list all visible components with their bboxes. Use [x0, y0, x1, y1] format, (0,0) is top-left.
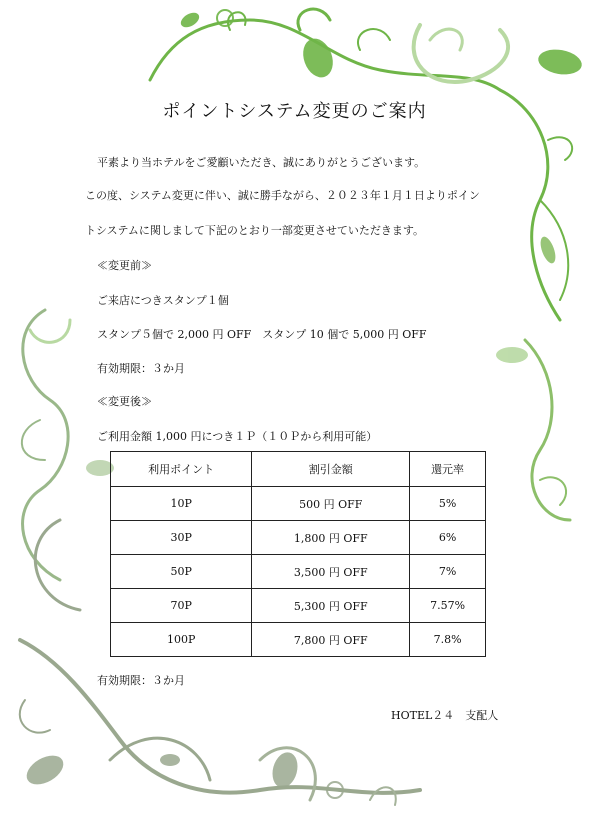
- rate-cell: 7.8%: [410, 623, 486, 657]
- before-discount-rule: スタンプ５個で 2,000 円 OFF スタンプ 10 個で 5,000 円 OFF: [97, 328, 427, 341]
- table-row: [111, 589, 486, 623]
- rate-cell: 6%: [410, 521, 486, 555]
- rate-cell: 5%: [410, 487, 486, 521]
- rate-cell: 7%: [410, 555, 486, 589]
- table-row: [111, 623, 486, 657]
- points-cell: 10P: [111, 487, 252, 521]
- discount-cell: 5,300 円 OFF: [252, 589, 410, 623]
- signature: HOTEL２４ 支配人: [391, 709, 499, 722]
- before-heading: ≪変更前≫: [97, 259, 152, 272]
- discount-cell: 7,800 円 OFF: [252, 623, 410, 657]
- header-points: 利用ポイント: [111, 452, 252, 487]
- points-cell: 50P: [111, 555, 252, 589]
- rate-cell: 7.57%: [410, 589, 486, 623]
- before-stamp-rule: ご来店につきスタンプ１個: [97, 294, 229, 307]
- notice-line-2: トシステムに関しまして下記のとおり一部変更させていただきます。: [85, 224, 425, 237]
- table-header-row: [111, 452, 486, 487]
- after-point-rule: ご利用金額 1,000 円につき１Ｐ（１０Ｐから利用可能）: [97, 430, 378, 443]
- table-row: [111, 487, 486, 521]
- points-cell: 70P: [111, 589, 252, 623]
- points-cell: 100P: [111, 623, 252, 657]
- header-discount: 割引金額: [252, 452, 410, 487]
- before-validity: 有効期限：３か月: [97, 362, 185, 375]
- discount-cell: 3,500 円 OFF: [252, 555, 410, 589]
- table-row: [111, 521, 486, 555]
- after-heading: ≪変更後≫: [97, 395, 152, 408]
- greeting-text: 平素より当ホテルをご愛顧いただき、誠にありがとうございます。: [97, 156, 426, 169]
- after-validity: 有効期限：３か月: [97, 674, 185, 687]
- notice-line-1: この度、システム変更に伴い、誠に勝手ながら、２０２３年１月１日よりポイン: [85, 189, 480, 202]
- page-title: ポイントシステム変更のご案内: [162, 101, 427, 122]
- header-return-rate: 還元率: [410, 452, 486, 487]
- discount-cell: 1,800 円 OFF: [252, 521, 410, 555]
- points-table: [110, 451, 486, 657]
- discount-cell: 500 円 OFF: [252, 487, 410, 521]
- points-cell: 30P: [111, 521, 252, 555]
- table-row: [111, 555, 486, 589]
